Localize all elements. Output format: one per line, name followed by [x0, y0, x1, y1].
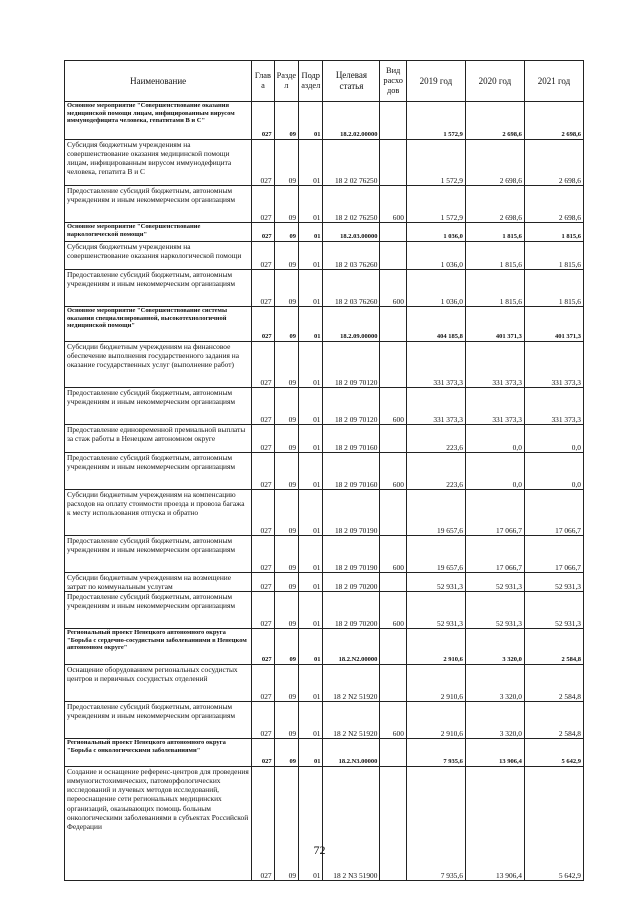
- page-number: 72: [313, 843, 326, 857]
- table-row: [65, 307, 584, 342]
- row-podrazdel: 01: [299, 490, 323, 536]
- row-glava: 027: [252, 342, 274, 388]
- row-value-2020: 2 698,6: [465, 140, 524, 186]
- row-value-2020: 331 373,3: [465, 388, 524, 425]
- row-name: Предоставление субсидий бюджетным, автономным учреждениям и иным некоммерческим организациям: [65, 536, 252, 573]
- row-vid: [380, 573, 406, 592]
- table-row: [65, 490, 584, 536]
- row-glava: 027: [252, 629, 274, 665]
- row-value-2021: 52 931,3: [524, 592, 583, 629]
- row-vid: 600: [380, 186, 406, 223]
- row-razdel: 09: [274, 102, 298, 140]
- header-vid: Вид расхо дов: [380, 61, 406, 102]
- table-row: [65, 629, 584, 665]
- row-razdel: 09: [274, 702, 298, 739]
- table-header-row: [65, 61, 584, 102]
- row-value-2021: 1 815,6: [524, 223, 583, 242]
- row-target: 18 2 09 70120: [323, 342, 380, 388]
- row-value-2020: 52 931,3: [465, 573, 524, 592]
- row-razdel: 09: [274, 665, 298, 702]
- row-value-2019: 331 373,3: [406, 388, 465, 425]
- row-razdel: 09: [274, 490, 298, 536]
- budget-table: [64, 60, 584, 881]
- row-value-2021: 17 066,7: [524, 490, 583, 536]
- row-podrazdel: 01: [299, 388, 323, 425]
- row-razdel: 09: [274, 739, 298, 767]
- row-value-2020: 3 320,0: [465, 702, 524, 739]
- row-value-2019: 1 036,0: [406, 223, 465, 242]
- table-row: [65, 342, 584, 388]
- table-row: [65, 270, 584, 307]
- row-vid: [380, 102, 406, 140]
- row-value-2020: 0,0: [465, 425, 524, 453]
- row-value-2020: 17 066,7: [465, 490, 524, 536]
- row-name: Региональный проект Ненецкого автономного округа "Борьба с онкологическими заболеваниями": [65, 739, 252, 767]
- row-glava: 027: [252, 490, 274, 536]
- row-razdel: 09: [274, 425, 298, 453]
- row-glava: 027: [252, 242, 274, 270]
- row-razdel: 09: [274, 186, 298, 223]
- row-vid: [380, 665, 406, 702]
- row-value-2019: 52 931,3: [406, 592, 465, 629]
- row-value-2020: 0,0: [465, 453, 524, 490]
- row-name: Основное мероприятие "Совершенствование оказания медицинской помощи лицам, инфицированным вирусом иммунодефицита человека, гепатитами В и С": [65, 102, 252, 140]
- row-razdel: 09: [274, 223, 298, 242]
- row-value-2020: 331 373,3: [465, 342, 524, 388]
- row-vid: [380, 307, 406, 342]
- row-target: 18.2.02.00000: [323, 102, 380, 140]
- table-row: [65, 223, 584, 242]
- row-value-2020: 401 371,3: [465, 307, 524, 342]
- row-podrazdel: 01: [299, 186, 323, 223]
- row-vid: [380, 242, 406, 270]
- row-glava: 027: [252, 453, 274, 490]
- table-row: [65, 140, 584, 186]
- row-value-2019: 223,6: [406, 425, 465, 453]
- row-value-2021: 2 584,8: [524, 702, 583, 739]
- header-glava: Глав а: [252, 61, 274, 102]
- row-vid: 600: [380, 592, 406, 629]
- row-podrazdel: 01: [299, 425, 323, 453]
- row-vid: [380, 739, 406, 767]
- row-name: Предоставление субсидий бюджетным, автономным учреждениям и иным некоммерческим организациям: [65, 592, 252, 629]
- row-value-2019: 331 373,3: [406, 342, 465, 388]
- row-glava: 027: [252, 573, 274, 592]
- row-value-2020: 13 906,4: [465, 739, 524, 767]
- row-name: Субсидия бюджетным учреждениям на совершенствование оказания наркологической помощи: [65, 242, 252, 270]
- row-razdel: 09: [274, 270, 298, 307]
- header-2021: 2021 год: [524, 61, 583, 102]
- row-target: 18 2 03 76260: [323, 270, 380, 307]
- row-glava: 027: [252, 702, 274, 739]
- row-target: 18 2 N2 51920: [323, 665, 380, 702]
- row-razdel: 09: [274, 140, 298, 186]
- row-value-2019: 2 910,6: [406, 629, 465, 665]
- table-row: [65, 767, 584, 881]
- row-value-2020: 17 066,7: [465, 536, 524, 573]
- header-name: Наименование: [65, 61, 252, 102]
- row-name: Предоставление единовременной премиальной выплаты за стаж работы в Ненецком автономном округе: [65, 425, 252, 453]
- row-podrazdel: 01: [299, 573, 323, 592]
- table-row: [65, 702, 584, 739]
- table-row: [65, 186, 584, 223]
- row-razdel: 09: [274, 388, 298, 425]
- row-glava: 027: [252, 665, 274, 702]
- row-target: 18 2 09 70120: [323, 388, 380, 425]
- row-podrazdel: 01: [299, 739, 323, 767]
- row-razdel: 09: [274, 453, 298, 490]
- row-podrazdel: 01: [299, 453, 323, 490]
- row-value-2019: 2 910,6: [406, 665, 465, 702]
- row-target: 18.2.N3.00000: [323, 739, 380, 767]
- row-podrazdel: 01: [299, 242, 323, 270]
- row-name: Основное мероприятие "Совершенствование наркологической помощи": [65, 223, 252, 242]
- row-value-2020: 52 931,3: [465, 592, 524, 629]
- row-target: 18 2 N3 51900: [323, 767, 380, 881]
- row-value-2020: 2 698,6: [465, 102, 524, 140]
- row-glava: 027: [252, 767, 274, 881]
- row-vid: [380, 425, 406, 453]
- row-podrazdel: 01: [299, 629, 323, 665]
- row-glava: 027: [252, 739, 274, 767]
- row-value-2020: 1 815,6: [465, 270, 524, 307]
- row-target: 18.2.N2.00000: [323, 629, 380, 665]
- row-value-2021: 0,0: [524, 425, 583, 453]
- row-glava: 027: [252, 102, 274, 140]
- row-podrazdel: 01: [299, 140, 323, 186]
- row-target: 18 2 09 70190: [323, 536, 380, 573]
- row-target: 18 2 09 70200: [323, 592, 380, 629]
- row-podrazdel: 01: [299, 307, 323, 342]
- row-value-2021: 5 642,9: [524, 739, 583, 767]
- row-vid: 600: [380, 270, 406, 307]
- row-value-2021: 5 642,9: [524, 767, 583, 881]
- row-podrazdel: 01: [299, 592, 323, 629]
- row-target: 18 2 02 76250: [323, 140, 380, 186]
- row-value-2019: 1 572,9: [406, 102, 465, 140]
- row-value-2019: 1 036,0: [406, 270, 465, 307]
- row-glava: 027: [252, 140, 274, 186]
- row-target: 18.2.09.00000: [323, 307, 380, 342]
- table-row: [65, 102, 584, 140]
- row-value-2019: 223,6: [406, 453, 465, 490]
- table-row: [65, 425, 584, 453]
- row-vid: [380, 767, 406, 881]
- row-vid: 600: [380, 388, 406, 425]
- row-vid: [380, 223, 406, 242]
- row-glava: 027: [252, 536, 274, 573]
- row-target: 18.2.03.00000: [323, 223, 380, 242]
- row-vid: [380, 342, 406, 388]
- row-name: Предоставление субсидий бюджетным, автономным учреждениям и иным некоммерческим организациям: [65, 186, 252, 223]
- row-name: Оснащение оборудованием региональных сосудистых центров и первичных сосудистых отделений: [65, 665, 252, 702]
- row-vid: [380, 629, 406, 665]
- row-razdel: 09: [274, 767, 298, 881]
- header-2019: 2019 год: [406, 61, 465, 102]
- row-name: Субсидии бюджетным учреждениям на финансовое обеспечение выполнения государственного задания на оказание государственных услуг (выполнение работ): [65, 342, 252, 388]
- row-razdel: 09: [274, 307, 298, 342]
- row-target: 18 2 09 70160: [323, 453, 380, 490]
- row-value-2020: 2 698,6: [465, 186, 524, 223]
- row-vid: 600: [380, 702, 406, 739]
- row-value-2021: 401 371,3: [524, 307, 583, 342]
- row-name: Субсидии бюджетным учреждениям на возмещение затрат по коммунальным услугам: [65, 573, 252, 592]
- row-podrazdel: 01: [299, 665, 323, 702]
- row-value-2021: 2 584,8: [524, 665, 583, 702]
- row-value-2020: 1 815,6: [465, 242, 524, 270]
- table-row: [65, 453, 584, 490]
- row-name: Предоставление субсидий бюджетным, автономным учреждениям и иным некоммерческим организациям: [65, 702, 252, 739]
- row-target: 18 2 09 70190: [323, 490, 380, 536]
- row-vid: [380, 490, 406, 536]
- row-razdel: 09: [274, 242, 298, 270]
- header-razdel: Разде л: [274, 61, 298, 102]
- header-target: Целевая статья: [323, 61, 380, 102]
- row-glava: 027: [252, 270, 274, 307]
- row-value-2021: 331 373,3: [524, 388, 583, 425]
- table-row: [65, 592, 584, 629]
- row-razdel: 09: [274, 592, 298, 629]
- row-value-2021: 2 698,6: [524, 140, 583, 186]
- row-vid: 600: [380, 536, 406, 573]
- row-value-2021: 17 066,7: [524, 536, 583, 573]
- row-value-2019: 1 036,0: [406, 242, 465, 270]
- row-value-2019: 7 935,6: [406, 739, 465, 767]
- row-name: Субсидии бюджетным учреждениям на компенсацию расходов на оплату стоимости проезда и провоза багажа к месту использования отпуска и обратно: [65, 490, 252, 536]
- row-value-2020: 3 320,0: [465, 665, 524, 702]
- row-name: Предоставление субсидий бюджетным, автономным учреждениям и иным некоммерческим организациям: [65, 453, 252, 490]
- row-value-2020: 1 815,6: [465, 223, 524, 242]
- row-target: 18 2 09 70200: [323, 573, 380, 592]
- row-value-2021: 1 815,6: [524, 242, 583, 270]
- row-value-2019: 19 657,6: [406, 490, 465, 536]
- row-razdel: 09: [274, 342, 298, 388]
- row-name: Субсидия бюджетным учреждениям на совершенствование оказания медицинской помощи лицам, инфицированным вирусом иммунодефицита человека, гепатита В и С: [65, 140, 252, 186]
- row-razdel: 09: [274, 536, 298, 573]
- row-value-2019: 2 910,6: [406, 702, 465, 739]
- row-podrazdel: 01: [299, 702, 323, 739]
- row-podrazdel: 01: [299, 342, 323, 388]
- table-row: [65, 536, 584, 573]
- table-row: [65, 573, 584, 592]
- row-value-2020: 3 320,0: [465, 629, 524, 665]
- row-name: Региональный проект Ненецкого автономного округа "Борьба с сердечно-сосудистыми заболеваниями в Ненецком автономном округе": [65, 629, 252, 665]
- table-body: [65, 102, 584, 881]
- row-value-2019: 52 931,3: [406, 573, 465, 592]
- row-glava: 027: [252, 307, 274, 342]
- row-glava: 027: [252, 223, 274, 242]
- row-razdel: 09: [274, 573, 298, 592]
- table-row: [65, 242, 584, 270]
- row-value-2021: 0,0: [524, 453, 583, 490]
- row-target: 18 2 03 76260: [323, 242, 380, 270]
- row-name: Предоставление субсидий бюджетным, автономным учреждениям и иным некоммерческим организациям: [65, 270, 252, 307]
- row-value-2019: 1 572,9: [406, 186, 465, 223]
- row-vid: [380, 140, 406, 186]
- row-value-2021: 2 698,6: [524, 102, 583, 140]
- row-value-2019: 19 657,6: [406, 536, 465, 573]
- row-podrazdel: 01: [299, 536, 323, 573]
- row-target: 18 2 N2 51920: [323, 702, 380, 739]
- table-row: [65, 388, 584, 425]
- row-value-2021: 52 931,3: [524, 573, 583, 592]
- row-value-2020: 13 906,4: [465, 767, 524, 881]
- row-value-2021: 331 373,3: [524, 342, 583, 388]
- table-row: [65, 665, 584, 702]
- row-target: 18 2 09 70160: [323, 425, 380, 453]
- row-glava: 027: [252, 186, 274, 223]
- row-vid: 600: [380, 453, 406, 490]
- row-value-2019: 404 185,8: [406, 307, 465, 342]
- row-target: 18 2 02 76250: [323, 186, 380, 223]
- row-value-2019: 7 935,6: [406, 767, 465, 881]
- header-2020: 2020 год: [465, 61, 524, 102]
- row-value-2021: 2 584,8: [524, 629, 583, 665]
- row-value-2021: 2 698,6: [524, 186, 583, 223]
- row-razdel: 09: [274, 629, 298, 665]
- row-name: Основное мероприятие "Совершенствование системы оказания специализированной, высокотехнологичной медицинской помощи": [65, 307, 252, 342]
- table-row: [65, 739, 584, 767]
- row-value-2019: 1 572,9: [406, 140, 465, 186]
- row-podrazdel: 01: [299, 270, 323, 307]
- header-podrazdel: Подр аздел: [299, 61, 323, 102]
- row-name: Создание и оснащение референс-центров для проведения иммуногистохимических, патоморфологических исследований и лучевых методов исследований, переоснащение сети региональных медицинских организаций, оказывающих помощь больным онкологическими заболеваниями в субъектах Российской Федерации: [65, 767, 252, 881]
- row-podrazdel: 01: [299, 223, 323, 242]
- row-podrazdel: 01: [299, 102, 323, 140]
- row-glava: 027: [252, 425, 274, 453]
- row-glava: 027: [252, 592, 274, 629]
- row-name: Предоставление субсидий бюджетным, автономным учреждениям и иным некоммерческим организациям: [65, 388, 252, 425]
- row-value-2021: 1 815,6: [524, 270, 583, 307]
- row-podrazdel: 01: [299, 767, 323, 881]
- row-glava: 027: [252, 388, 274, 425]
